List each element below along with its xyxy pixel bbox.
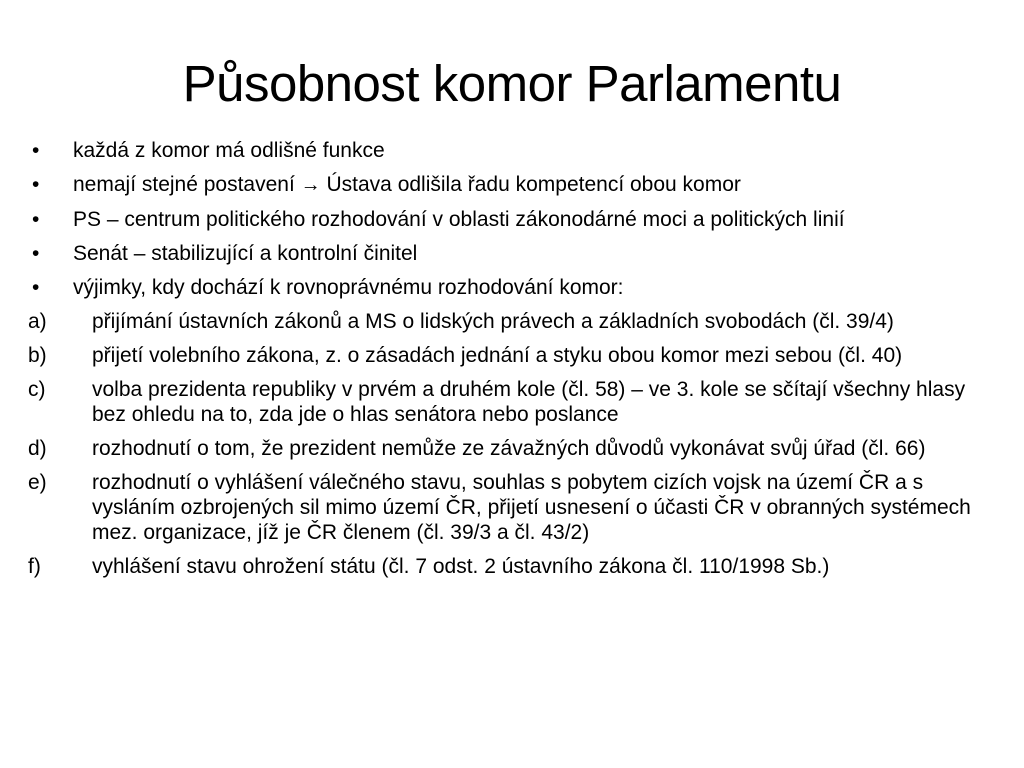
bullet-text: výjimky, kdy dochází k rovnoprávnému rozhodování komor: [73, 276, 624, 299]
exception-text: přijetí volebního zákona, z. o zásadách jednání a styku obou komor mezi sebou (čl. 40) [92, 344, 903, 367]
exception-text: volba prezidenta republiky v prvém a druhém kole (čl. 58) – ve 3. kole se sčítají všechny hlasy bez ohledu na to, zda jde o hlas senátora nebo poslance [92, 378, 966, 426]
bullet-item [28, 207, 1003, 232]
exception-text: rozhodnutí o tom, že prezident nemůže ze závažných důvodů vykonávat svůj úřad (čl. 66) [92, 437, 926, 460]
exception-item [28, 436, 1003, 461]
exception-marker: e) [28, 471, 47, 494]
exception-marker: a) [28, 310, 47, 333]
slide-content [28, 138, 1003, 588]
bullet-marker: • [32, 208, 40, 231]
bullet-text-before-arrow: nemají stejné postavení [73, 173, 295, 196]
bullet-item [28, 241, 1003, 266]
bullet-item [28, 138, 1003, 163]
exception-item [28, 309, 1003, 334]
bullet-marker: • [32, 276, 40, 299]
exception-marker: d) [28, 437, 47, 460]
slide-title: Působnost komor Parlamentu [182, 55, 842, 112]
bullet-marker: • [32, 242, 40, 265]
exception-item [28, 343, 1003, 368]
bullet-text [73, 172, 1003, 198]
bullet-item [28, 172, 1003, 198]
bullet-text-after-arrow: Ústava odlišila řadu kompetencí obou komor [326, 173, 741, 196]
exception-marker: c) [28, 378, 46, 401]
bullet-marker: • [32, 139, 40, 162]
bullet-text: každá z komor má odlišné funkce [73, 139, 385, 162]
bullet-item [28, 275, 1003, 300]
exception-item [28, 377, 1003, 427]
exception-marker: b) [28, 344, 47, 367]
bullet-text: Senát – stabilizující a kontrolní činitel [73, 242, 418, 265]
exception-text: vyhlášení stavu ohrožení státu (čl. 7 odst. 2 ústavního zákona čl. 110/1998 Sb.) [92, 555, 830, 578]
exception-text: přijímání ústavních zákonů a MS o lidských právech a základních svobodách (čl. 39/4) [92, 310, 894, 333]
exception-item [28, 554, 1003, 579]
right-arrow-icon: → [300, 174, 321, 196]
exception-marker: f) [28, 555, 41, 578]
exception-item [28, 470, 1003, 545]
exception-text: rozhodnutí o vyhlášení válečného stavu, souhlas s pobytem cizích vojsk na území ČR a s vysláním ozbrojených sil mimo území ČR, přijetí usnesení o účasti ČR v obranných systémech mez. organizace, jíž je ČR členem (čl. 39/3 a čl. 43/2) [92, 471, 971, 544]
bullet-marker: • [32, 173, 40, 196]
bullet-text: PS – centrum politického rozhodování v oblasti zákonodárné moci a politických linií [73, 208, 845, 231]
